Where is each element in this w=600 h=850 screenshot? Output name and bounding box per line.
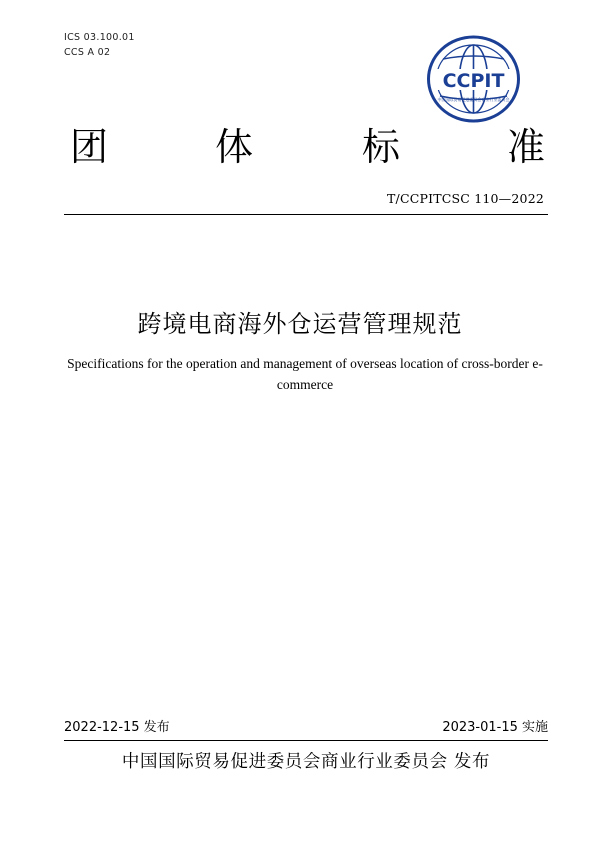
title-chinese: 跨境电商海外仓运营管理规范 [137, 310, 463, 338]
standard-number: T/CCPITCSC 110—2022 [387, 191, 544, 206]
effective-date: 2023-01-15 实施 [442, 720, 548, 735]
logo-ring-text: 中国国际贸易促进委员会商业行业委员会 [437, 97, 510, 102]
title-english: Specifications for the operation and management of overseas location of cross-border e-commerce [67, 356, 543, 392]
standard-type-char: 团 [70, 125, 109, 169]
ccs-code: CCS A 02 [64, 47, 111, 58]
standard-type [68, 122, 556, 172]
ics-code: ICS 03.100.01 [64, 32, 135, 43]
footer-divider [64, 740, 548, 741]
standard-type-char: 准 [507, 125, 546, 169]
standard-type-char: 标 [362, 125, 401, 169]
standard-type-char: 体 [215, 125, 254, 169]
publish-date: 2022-12-15 发布 [64, 720, 170, 735]
publisher: 中国国际贸易促进委员会商业行业委员会 发布 [121, 752, 491, 772]
ccpit-logo [426, 35, 521, 123]
logo-text: CCPIT [442, 70, 505, 92]
classification-codes [64, 30, 135, 60]
header-divider [64, 214, 548, 215]
